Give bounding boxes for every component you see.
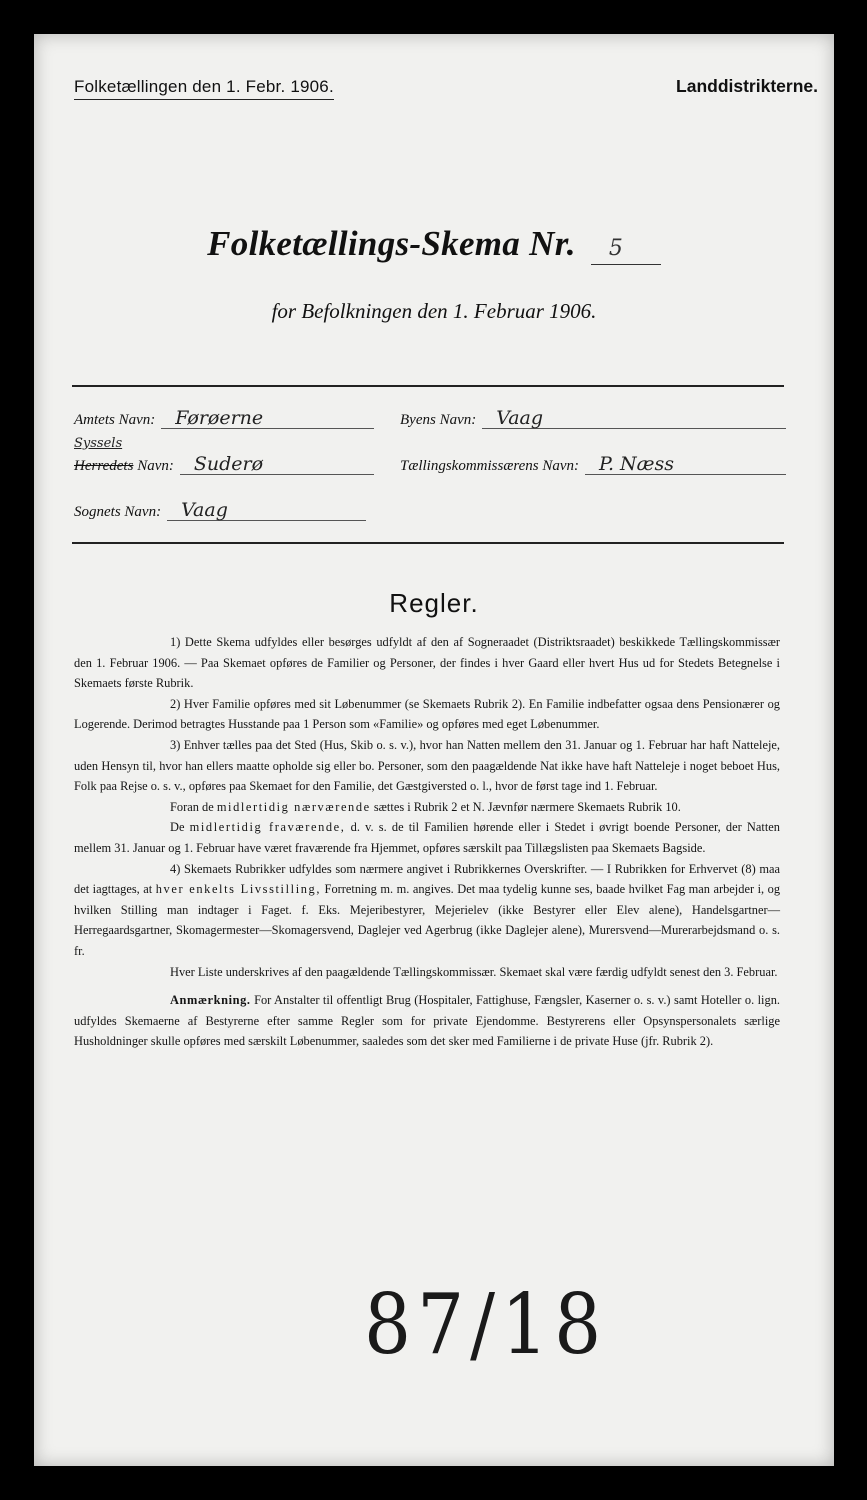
rule-3-absent: De midlertidig fraværende, d. v. s. de til Familien hørende eller i Stedet i øvrigt boende Personer, der Natten mellem 31. Januar og 1. Februar have været fraværende fra Hjemmet, opføres særskilt paa Tillægslisten paa Skemaets Bagside.	[74, 820, 780, 855]
amt-value: Førøerne	[161, 408, 374, 429]
herred-field	[74, 454, 374, 475]
rules-body	[74, 632, 780, 1052]
by-label: Byens Navn:	[400, 412, 477, 428]
sogn-label: Sognets Navn:	[74, 504, 162, 520]
census-form-page	[34, 34, 834, 1466]
district-type-header: Landdistrikterne.	[676, 76, 818, 96]
rule-3: 3) Enhver tælles paa det Sted (Hus, Skib o. s. v.), hvor han Natten mellem den 31. Januar og 1. Februar har haft Natteleje, uden Hensyn til, hvor han ellers maatte opholde sig eller bo. Personer, som den paagældende Nat ikke have haft Natteleje i noget beboet Hus, Folk paa Rejse o. s. v., opføres paa Skemaet for den Familie, det Gæstgiversted o. l., hvor de først tage ind 1. Februar.	[74, 737, 780, 794]
remark-label: Anmærkning.	[170, 993, 251, 1008]
kommissaer-value: P. Næss	[585, 454, 786, 475]
rules-heading: Regler.	[389, 588, 479, 618]
amt-label: Amtets Navn:	[74, 412, 156, 428]
amt-field	[74, 408, 374, 429]
rule-signature: Hver Liste underskrives af den paagældende Tællingskommissær. Skemaet skal være færdig udfyldt senest den 3. Februar.	[170, 964, 778, 979]
fields-divider	[72, 542, 784, 544]
form-title	[34, 224, 834, 265]
herred-label: Herredets Navn:	[74, 458, 174, 474]
rule-1: 1) Dette Skema udfyldes eller besørges udfyldt af den af Sogneraadet (Distriktsraadet) beskikkede Tællingskommissær den 1. Februar 1906. — Paa Skemaet opføres de Familier og Personer, der findes i hver Gaard eller hvert Hus ud for Stedets Betegnelse i Skemaets første Rubrik.	[74, 635, 780, 691]
by-value: Vaag	[482, 408, 786, 429]
census-date-header: Folketællingen den 1. Febr. 1906.	[74, 77, 334, 100]
form-title-text: Folketællings-Skema Nr.	[207, 224, 576, 263]
form-number-line	[591, 224, 661, 265]
sogn-field	[74, 500, 366, 521]
kommissaer-field	[400, 454, 786, 475]
syssel-overwrite: Syssels	[74, 436, 123, 451]
top-divider	[72, 385, 784, 387]
remark: Anmærkning. For Anstalter til offentligt Brug (Hospitaler, Fattighuse, Fængsler, Kaserner o. s. v.) samt Hoteller o. lign. udfyldes Skemaerne af Bestyrerne efter samme Regler som for private Ejendomme. Bestyrerens eller Opsynspersonalets særlige Husholdninger skulle opføres med særskilt Løbenummer, saaledes som det sker med Familierne i de private Huse (jfr. Rubrik 2).	[74, 993, 780, 1049]
form-number: 5	[608, 236, 624, 261]
sogn-value: Vaag	[167, 500, 366, 521]
kommissaer-label: Tællingskommissærens Navn:	[400, 458, 580, 474]
archive-handwritten-number: 87/18	[364, 1276, 608, 1374]
rule-3-present: Foran de midlertidig nærværende sættes i Rubrik 2 et N. Jævnfør nærmere Skemaets Rubrik 10.	[170, 799, 681, 814]
rule-2: 2) Hver Familie opføres med sit Løbenummer (se Skemaets Rubrik 2). En Familie indbefatter ogsaa dens Pensionærer og Logerende. Derimod betragtes Husstande paa 1 Person som «Familie» og opføres med eget Løbenummer.	[74, 696, 780, 732]
rule-4: 4) Skemaets Rubrikker udfyldes som nærmere angivet i Rubrikkernes Overskrifter. — I Rubrikken for Erhvervet (8) maa det iagttages, at hver enkelts Livsstilling, Forretning m. m. angives. Det maa tydelig kunne ses, baade hvilket Fag man arbejder i, og hvilken Stilling man indtager i Faget. f. Eks. Mejeribestyrer, Mejerielev (ikke Bestyrer eller Elev alene), Handelsgartner—Herregaardsgartner, Skomagermester—Skomagersvend, Daglejer ved Agerbrug (ikke Daglejer alene), Murersvend—Murerarbejdsmand o. s. fr.	[74, 861, 781, 958]
by-field	[400, 408, 786, 429]
herred-value: Suderø	[180, 454, 374, 475]
form-subtitle: for Befolkningen den 1. Februar 1906.	[271, 299, 597, 323]
